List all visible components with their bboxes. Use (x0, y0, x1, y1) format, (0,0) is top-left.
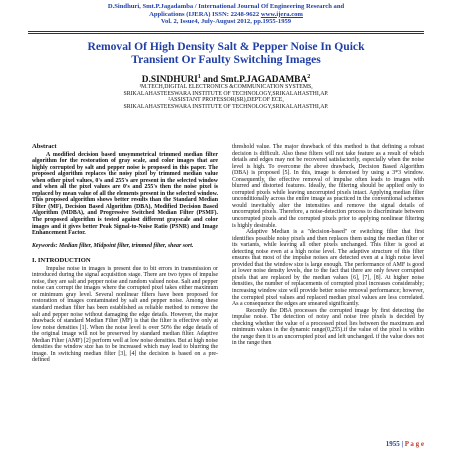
journal-header (20, 3, 432, 26)
affiliation-line-2: SRIKALAHASTEESWARA INSTITUTE OF TECHNOLOGY,SRIKALAHASTHI,AP. (123, 90, 329, 97)
author-1-name: D.SINDHURI (141, 75, 198, 86)
right-paragraph-3: Recently the DBA processes the corrupted image by first detecting the impulse noise. The detection of noisy and noise free pixels is decided by checking whether the value of a processed pixel lies between the maximum and minimum values in the dynamic range(0,255).if the value of the pixel is within the range then it is an uncorrupted pixel and left unchanged. if the value does not in the range then (232, 307, 424, 347)
page-footer (386, 440, 424, 448)
page-label: P a g e (404, 440, 424, 448)
journal-line-2 (20, 11, 432, 19)
title-line-1: Removal Of High Density Salt & Pepper Noise In Quick (87, 40, 365, 53)
introduction-text: Impulse noise in images is present due to bit errors in transmission or introduced during the signal acquisition stage. There are two types of impulse noise, they are salt and pepper noise and random valued noise. Salt and pepper noise can corrupt the images where the corrupted pixel takes either maximum or minimum gray level. Several nonlinear filters have been proposed for restoration of images contaminated by salt and pepper noise. Among these standard median filter has been established as reliable method to remove the salt and pepper noise without damaging the edge details. However, the major drawback of standard Median Filter (MF) is that the filter is effective only at low noise densities [1]. When the noise level is over 50% the edge details of the original image will not be preserved by standard median filter. Adaptive Median Filter (AMF) [2] perform well at low noise densities. But at high noise densities the window size has to be increased which may lead to blurring the image. In switching median filter [3], [4] the decision is based on a pre-defined (32, 265, 218, 364)
journal-issn: Applications (IJERA) ISSN: 2248-9622 (149, 10, 261, 18)
right-paragraph-1: threshold value. The major drawback of this method is that defining a robust decision is difficult. Also these filters will not take feature as a result of which details and edges may not be recovered satisfactorily, especially when the noise level is high. To overcome the above drawback, Decision Based Algorithm (DBA) is proposed [5]. In this, image is denoised by using a 3*3 window. Consequently, the effective removal of impulse often leads to images with blurred and distorted features. Ideally, the filtering should be applied only to corrupted pixels while leaving uncorrupted pixels intact. Applying median filter unconditionally across the entire image as practiced in the conventional schemes would inevitably alter the intensities and remove the signal details of uncorrupted pixels. Therefore, a noise-detection process to discriminate between uncorrupted pixels and the corrupted pixels prior to applying nonlinear filtering is highly desirable. (232, 144, 424, 229)
journal-line-1: D.Sindhuri, Smt.P.Jagadamba / International Journal Of Engineering Research and (107, 3, 345, 10)
affiliation-line-3: ²ASSISTANT PROFESSOR(SR),DEPT.OF ECE, (168, 97, 284, 104)
paper-title (20, 41, 432, 66)
left-column (32, 144, 218, 364)
affiliation-line-4: SRIKALAHASTEESWARA INSTITUTE OF TECHNOLOGY,SRIKALAHASTHI,AP. (123, 103, 329, 110)
author-1-mark: 1 (197, 74, 201, 80)
abstract-heading: Abstract (32, 143, 57, 150)
page-separator: | (399, 440, 405, 448)
page-number: 1955 (385, 440, 400, 448)
keywords: Keywords: Median filter, Midpoint filter, trimmed filter, shear sort. (32, 242, 194, 249)
introduction-heading: I. INTRODUCTION (32, 257, 91, 265)
author-conjunction: and (200, 75, 221, 86)
author-2-mark: 2 (307, 74, 311, 80)
affiliations (20, 84, 432, 110)
abstract-text: A modified decision based unsymmetrical trimmed median filter algorithm for the restoration of gray scale, and color images that are highly corrupted by salt and pepper noise is proposed in this paper. The proposed algorithm replaces the noisy pixel by trimmed median value when other pixel values, 0's and 255's are present in the selected window and when all the pixel values are 0's and 255's then the noise pixel is replaced by mean value of all the elements present in the selected window. This proposed algorithm shows better results than the Standard Median Filter (MF), Decision Based Algorithm (DBA), Modified Decision Based Algorithm (MDBA), and Progressive Switched Median Filter (PSMF). The proposed algorithm is tested against different grayscale and color images and it gives better Peak Signal-to-Noise Ratio (PSNR) and Image Enhancement Factor. (32, 151, 218, 237)
journal-line-3: Vol. 2, Issue4, July-August 2012, pp.1955-1959 (160, 18, 292, 26)
header-rule-bottom (28, 33, 424, 34)
right-paragraph-2: Adaptive Median is a "decision-based" or switching filter that first identifies possible noisy pixels and then replaces them using the median filter or its variants, while leaving all other pixels unchanged. This filter is good at detecting noise even at a high noise level. The adaptive structure of this filter ensures that most of the impulse noises are detected even at a high noise level provided that the window size is large enough. The performance of AMF is good at lower noise density levels, due to the fact that there are only fewer corrupted pixels that are replaced by the median values [6], [7], [8]. At higher noise densities, the number of replacements of corrupted pixel increases considerably; increasing window size will provide better noise removal performance; however, the corrupted pixel values and replaced median pixel values are less correlated. As a consequence the edges are smeared significantly. (232, 229, 424, 308)
author-2-name: Smt.P.JAGADAMBA (220, 75, 308, 86)
header-rule-top (28, 31, 424, 32)
affiliation-line-1: ¹M.TECH,DIGITAL ELECTRONICS &COMMUNICATION SYSTEMS, (139, 84, 313, 90)
title-line-2: Transient Or Faulty Switching Images (131, 52, 321, 66)
journal-website-link[interactable]: www.ijera.com (260, 10, 303, 18)
right-column (232, 144, 424, 347)
